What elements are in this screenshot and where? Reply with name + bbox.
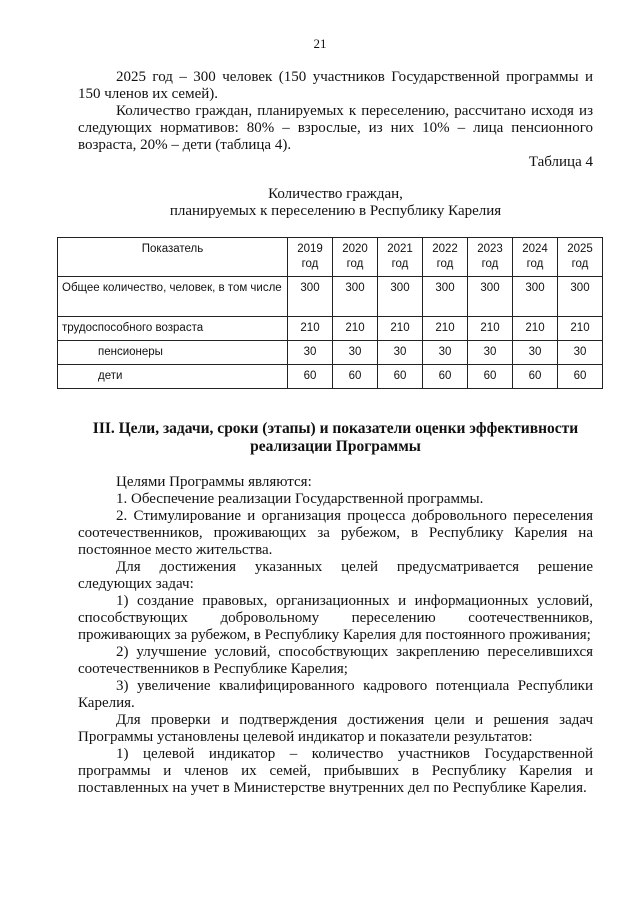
data-table [57, 237, 603, 389]
table-caption [78, 186, 593, 220]
table-cell: 300 [288, 277, 333, 317]
paragraph: 1) целевой индикатор – количество участников Государственной программы и членов их семей, прибывших в Республику Карелия и поставленных на учет в Министерстве внутренних дел по Республике Карелия. [78, 746, 593, 796]
table-cell: 300 [558, 277, 603, 317]
paragraph: Для проверки и подтверждения достижения цели и решения задач Программы установлены целевой индикатор и показатели результатов: [78, 712, 593, 745]
table-header-label: Показатель [58, 238, 288, 277]
table-cell: 210 [513, 317, 558, 341]
paragraph: 2025 год – 300 человек (150 участников Государственной программы и 150 членов их семей). [78, 69, 593, 102]
paragraph: Целями Программы являются: [116, 474, 312, 490]
table-cell: 60 [468, 365, 513, 389]
table-cell: 210 [378, 317, 423, 341]
paragraph: 1) создание правовых, организационных и информационных условий, способствующих добровольному переселению соотечественников, проживающих за рубежом, в Республику Карелия для постоянного проживания; [78, 593, 593, 643]
paragraph: 3) увеличение квалифицированного кадрового потенциала Республики Карелия. [78, 678, 593, 711]
paragraph: Для достижения указанных целей предусматривается решение следующих задач: [78, 559, 593, 592]
table-header-year: 2021 год [378, 238, 423, 277]
table-cell: 300 [423, 277, 468, 317]
table-header-year: 2020 год [333, 238, 378, 277]
table-header-row [58, 238, 603, 277]
table-cell: 30 [378, 341, 423, 365]
table-cell: 60 [423, 365, 468, 389]
paragraph: Количество граждан, планируемых к переселению, рассчитано исходя из следующих нормативов: 80% – взрослые, из них 10% – лица пенсионного возраста, 20% – дети (таблица 4). [78, 103, 593, 153]
paragraph: 2. Стимулирование и организация процесса добровольного переселения соотечественников, проживающих за рубежом, в Республику Карелия на постоянное место жительства. [78, 508, 593, 558]
table-cell: 210 [288, 317, 333, 341]
body-text [78, 474, 593, 797]
table-cell: 300 [513, 277, 558, 317]
table-cell: 210 [333, 317, 378, 341]
section-heading: III. Цели, задачи, сроки (этапы) и показатели оценки эффективности реализации Программы [92, 420, 579, 455]
row-label: трудоспособного возраста [58, 317, 288, 341]
row-label: дети [58, 365, 288, 389]
table-cell: 210 [423, 317, 468, 341]
table-header-year: 2019 год [288, 238, 333, 277]
table-cell: 210 [468, 317, 513, 341]
top-text [78, 69, 593, 171]
table-header-year: 2024 год [513, 238, 558, 277]
table-cell: 300 [468, 277, 513, 317]
row-label: пенсионеры [58, 341, 288, 365]
table-row [58, 317, 603, 341]
table-row [58, 365, 603, 389]
table-caption-line: Количество граждан, [268, 186, 403, 202]
table-cell: 60 [333, 365, 378, 389]
table-header-year: 2025 год [558, 238, 603, 277]
table-header-year: 2023 год [468, 238, 513, 277]
paragraph: 2) улучшение условий, способствующих закреплению переселившихся соотечественников в Республике Карелия; [78, 644, 593, 677]
table-cell: 60 [378, 365, 423, 389]
table-label: Таблица 4 [528, 154, 593, 170]
row-label: Общее количество, человек, в том числе [58, 277, 288, 317]
table-cell: 210 [558, 317, 603, 341]
table-cell: 300 [333, 277, 378, 317]
table-cell: 30 [423, 341, 468, 365]
table-cell: 300 [378, 277, 423, 317]
table-caption-line: планируемых к переселению в Республику Карелия [169, 203, 502, 219]
table-cell: 60 [558, 365, 603, 389]
page-number: 21 [313, 36, 327, 51]
table-cell: 30 [333, 341, 378, 365]
table-cell: 60 [288, 365, 333, 389]
table-row [58, 341, 603, 365]
table-cell: 60 [513, 365, 558, 389]
table-cell: 30 [558, 341, 603, 365]
table-header-year: 2022 год [423, 238, 468, 277]
table-cell: 30 [513, 341, 558, 365]
table-row [58, 277, 603, 317]
table-cell: 30 [468, 341, 513, 365]
paragraph: 1. Обеспечение реализации Государственной программы. [116, 491, 484, 507]
table-cell: 30 [288, 341, 333, 365]
